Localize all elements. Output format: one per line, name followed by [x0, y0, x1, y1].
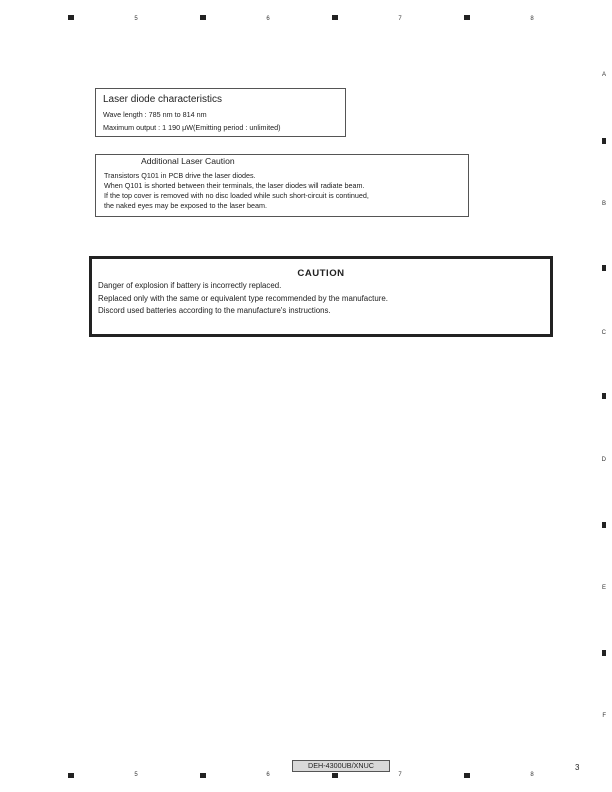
additional-laser-caution-box [95, 154, 469, 217]
caution-line: Discord used batteries according to the manufacture's instructions. [98, 306, 331, 315]
additional-caution-line: Transistors Q101 in PCB drive the laser diodes. [104, 171, 256, 180]
additional-caution-title: Additional Laser Caution [141, 156, 235, 166]
frame-mark [602, 522, 606, 528]
laser-diode-box [95, 88, 346, 137]
frame-mark [200, 773, 206, 778]
additional-caution-line: If the top cover is removed with no disc loaded while such short-circuit is continued, [104, 191, 369, 200]
laser-diode-title: Laser diode characteristics [103, 94, 222, 105]
column-number: 6 [266, 16, 270, 22]
frame-mark [200, 15, 206, 20]
battery-caution-box [89, 256, 553, 337]
frame-mark [464, 773, 470, 778]
additional-caution-line: When Q101 is shorted between their terminals, the laser diodes will radiate beam. [104, 181, 365, 190]
model-number-label: DEH-4300UB/XNUC [292, 760, 390, 772]
caution-title: CAUTION [297, 268, 345, 279]
frame-mark [464, 15, 470, 20]
column-number: 6 [266, 772, 270, 778]
column-number: 8 [530, 772, 534, 778]
column-number: 5 [134, 16, 138, 22]
column-number: 7 [398, 16, 402, 22]
column-number: 7 [398, 772, 402, 778]
row-letter: C [601, 330, 606, 336]
frame-mark [332, 15, 338, 20]
page-number: 3 [575, 763, 580, 772]
frame-mark [602, 393, 606, 399]
row-letter: E [601, 585, 606, 591]
row-letter: B [601, 201, 606, 207]
row-letter: D [601, 457, 606, 463]
max-output-text: Maximum output : 1 190 μW(Emitting period : unlimited) [103, 123, 281, 132]
frame-mark [602, 265, 606, 271]
column-number: 8 [530, 16, 534, 22]
column-number: 5 [134, 772, 138, 778]
frame-mark [68, 15, 74, 20]
frame-mark [68, 773, 74, 778]
wave-length-text: Wave length : 785 nm to 814 nm [103, 110, 207, 119]
row-letter: A [601, 72, 606, 78]
row-letter: F [602, 713, 606, 719]
additional-caution-line: the naked eyes may be exposed to the laser beam. [104, 201, 268, 210]
frame-mark [332, 773, 338, 778]
caution-line: Replaced only with the same or equivalent type recommended by the manufacture. [98, 293, 388, 303]
frame-mark [602, 650, 606, 656]
frame-mark [602, 138, 606, 144]
caution-line: Danger of explosion if battery is incorrectly replaced. [98, 281, 282, 290]
